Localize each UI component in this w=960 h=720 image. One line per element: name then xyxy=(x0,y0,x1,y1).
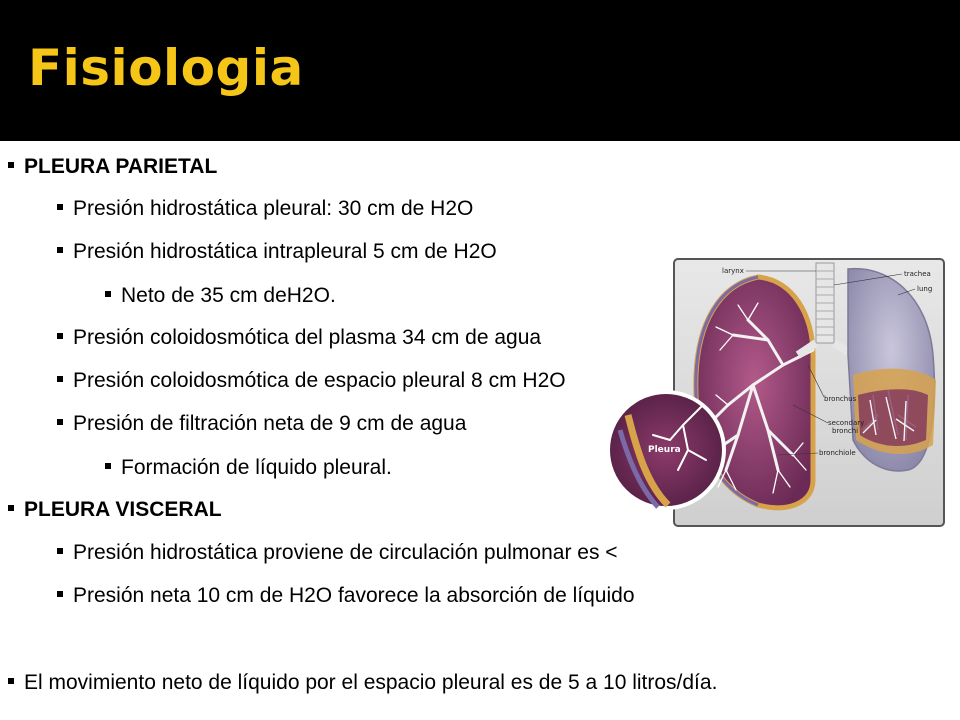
bullet-square-icon xyxy=(105,291,111,297)
bullet-square-icon xyxy=(8,678,14,684)
label-bronchus: bronchus xyxy=(824,395,857,403)
bullet-coloidosmotica-espacio: Presión coloidosmótica de espacio pleural 8 cm H2O xyxy=(57,368,566,394)
bullet-square-icon xyxy=(57,419,63,425)
bullet-presion-hidrostatica-pleural: Presión hidrostática pleural: 30 cm de H2O xyxy=(57,196,473,222)
bullet-pleura-visceral: PLEURA VISCERAL xyxy=(8,497,222,523)
label-trachea: trachea xyxy=(904,270,931,278)
bullet-square-icon xyxy=(57,333,63,339)
label-bronchiole: bronchiole xyxy=(819,449,856,457)
bullet-square-icon xyxy=(8,505,14,511)
lung-anatomy-illustration xyxy=(608,255,948,530)
bullet-presion-intrapleural: Presión hidrostática intrapleural 5 cm de H2O xyxy=(57,239,497,265)
bullet-square-icon xyxy=(57,204,63,210)
bullet-square-icon xyxy=(57,591,63,597)
label-secondary-bronchi-1: secondary xyxy=(828,419,865,427)
bullet-presion-neta: Presión neta 10 cm de H2O favorece la absorción de líquido xyxy=(57,583,635,609)
bullet-movimiento-neto: El movimiento neto de líquido por el espacio pleural es de 5 a 10 litros/día. xyxy=(8,670,717,696)
bullet-pleura-parietal: PLEURA PARIETAL xyxy=(8,154,217,180)
label-secondary-bronchi-2: bronchi xyxy=(832,427,859,435)
slide-header xyxy=(0,0,960,141)
slide-title: Fisiologia xyxy=(28,39,304,97)
bullet-square-icon xyxy=(8,162,14,168)
bullet-filtracion-neta: Presión de filtración neta de 9 cm de agua xyxy=(57,411,466,437)
label-lung: lung xyxy=(917,285,933,293)
bullet-square-icon xyxy=(57,376,63,382)
bullet-square-icon xyxy=(57,548,63,554)
bullet-neto: Neto de 35 cm deH2O. xyxy=(105,283,336,309)
bullet-square-icon xyxy=(57,247,63,253)
label-larynx: larynx xyxy=(722,267,744,275)
bullet-coloidosmotica-plasma: Presión coloidosmótica del plasma 34 cm de agua xyxy=(57,325,541,351)
bullet-hidrostatica-circulacion: Presión hidrostática proviene de circulación pulmonar es < xyxy=(57,540,618,566)
bullet-square-icon xyxy=(105,463,111,469)
bullet-formacion-liquido: Formación de líquido pleural. xyxy=(105,455,392,481)
label-pleura: Pleura xyxy=(648,445,681,455)
